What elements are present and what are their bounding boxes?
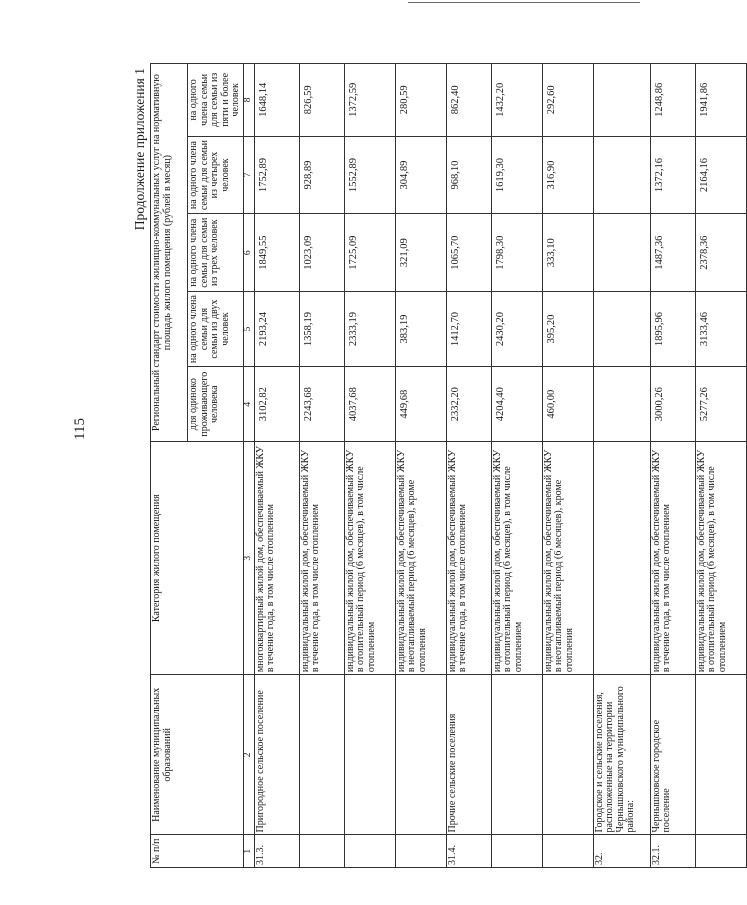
standards-table <box>150 63 747 868</box>
cost-value: 1619,30 <box>491 136 542 214</box>
subheader: на одного члена семьи для семьи из трех человек <box>188 214 244 292</box>
header-row-1 <box>151 64 188 868</box>
row-number: 31.3. <box>254 835 299 868</box>
cost-value: 304,89 <box>395 136 446 214</box>
municipality-name <box>299 675 344 835</box>
housing-category: индивидуальный жилой дом, обеспечиваемый ЖКУ в отопительный период (6 месяцев), в том числе отоплением <box>491 442 542 675</box>
cost-value: 321,09 <box>395 214 446 292</box>
cost-value: 395,20 <box>542 292 593 367</box>
table-row <box>254 64 299 868</box>
col-index: 5 <box>243 292 254 367</box>
housing-category: индивидуальный жилой дом, обеспечиваемый ЖКУ в течение года, в том числе отоплением <box>446 442 491 675</box>
cost-value: 4204,40 <box>491 367 542 442</box>
municipality-name: Прочие сельские поселения <box>446 675 491 835</box>
table-row <box>344 64 395 868</box>
cost-value: 3102,82 <box>254 367 299 442</box>
table-row <box>395 64 446 868</box>
municipality-name <box>344 675 395 835</box>
cost-value: 1412,70 <box>446 292 491 367</box>
cost-value: 1023,09 <box>299 214 344 292</box>
row-number <box>491 835 542 868</box>
cost-value: 460,00 <box>542 367 593 442</box>
continuation-title: Продолжение приложения 1 <box>132 68 147 231</box>
cost-value: 1065,70 <box>446 214 491 292</box>
cost-value: 1725,09 <box>344 214 395 292</box>
municipality-name: Пригородное сельское поселение <box>254 675 299 835</box>
cost-value <box>593 214 650 292</box>
housing-category: индивидуальный жилой дом, обеспечиваемый ЖКУ в течение года, в том числе отоплением <box>299 442 344 675</box>
cost-value: 4037,68 <box>344 367 395 442</box>
municipality-name: Чернышковское городское поселение <box>650 675 695 835</box>
cost-value: 383,19 <box>395 292 446 367</box>
cost-value: 292,60 <box>542 64 593 137</box>
row-number <box>542 835 593 868</box>
table-row <box>446 64 491 868</box>
cost-value: 968,10 <box>446 136 491 214</box>
column-index-row <box>243 64 254 868</box>
cost-value: 3000,26 <box>650 367 695 442</box>
subheader: на одного члена семьи для семьи из четырех человек <box>188 136 244 214</box>
col-index: 2 <box>243 675 254 835</box>
housing-category: индивидуальный жилой дом, обеспечиваемый ЖКУ в отопительный период (6 месяцев), в том числе отоплением <box>344 442 395 675</box>
cost-value: 2164,16 <box>695 136 746 214</box>
col-index: 1 <box>243 835 254 868</box>
col-index: 6 <box>243 214 254 292</box>
cost-value: 3133,46 <box>695 292 746 367</box>
cost-value: 1552,89 <box>344 136 395 214</box>
housing-category: индивидуальный жилой дом, обеспечиваемый ЖКУ в отопительный период (6 месяцев), в том числе отоплением <box>695 442 746 675</box>
table-row <box>542 64 593 868</box>
cost-value: 1432,20 <box>491 64 542 137</box>
cost-value: 862,40 <box>446 64 491 137</box>
cost-value: 2430,20 <box>491 292 542 367</box>
subheader: на одного члена семьи для семьи из пяти и более человек <box>188 64 244 137</box>
municipality-name <box>542 675 593 835</box>
housing-category <box>593 442 650 675</box>
housing-category: индивидуальный жилой дом, обеспечиваемый ЖКУ в неотапливаемый период (6 месяцев), кроме отопления <box>542 442 593 675</box>
cost-value: 2243,68 <box>299 367 344 442</box>
cost-value: 1487,36 <box>650 214 695 292</box>
row-number <box>344 835 395 868</box>
cost-value: 449,68 <box>395 367 446 442</box>
table-row <box>650 64 695 868</box>
col-index: 8 <box>243 64 254 137</box>
cost-value: 928,89 <box>299 136 344 214</box>
table-row <box>299 64 344 868</box>
cost-value: 316,90 <box>542 136 593 214</box>
row-number: 32. <box>593 835 650 868</box>
cost-value: 1941,86 <box>695 64 746 137</box>
cost-value: 2333,19 <box>344 292 395 367</box>
col-index: 3 <box>243 442 254 675</box>
table-row <box>593 64 650 868</box>
row-number <box>395 835 446 868</box>
cost-value <box>593 64 650 137</box>
cost-value: 5277,26 <box>695 367 746 442</box>
housing-category: индивидуальный жилой дом, обеспечиваемый ЖКУ в течение года, в том числе отоплением <box>650 442 695 675</box>
municipality-name <box>695 675 746 835</box>
row-number: 31.4. <box>446 835 491 868</box>
cost-value: 333,10 <box>542 214 593 292</box>
table-row <box>491 64 542 868</box>
cost-value: 1248,86 <box>650 64 695 137</box>
subheader: для одиноко проживающего человека <box>188 367 244 442</box>
municipality-name <box>395 675 446 835</box>
col-index: 7 <box>243 136 254 214</box>
cost-value: 2378,36 <box>695 214 746 292</box>
cost-value: 1752,89 <box>254 136 299 214</box>
cost-value: 280,59 <box>395 64 446 137</box>
table-stage <box>132 68 728 868</box>
row-number <box>695 835 746 868</box>
cost-value: 1358,19 <box>299 292 344 367</box>
cost-value <box>593 367 650 442</box>
cost-value: 2332,20 <box>446 367 491 442</box>
municipality-name <box>491 675 542 835</box>
header-category: Категория жилого помещения <box>151 442 244 675</box>
cost-value: 1372,59 <box>344 64 395 137</box>
cost-value: 2193,24 <box>254 292 299 367</box>
page-number: 115 <box>72 418 88 440</box>
subheader: на одного члена семьи для семьи из двух человек <box>188 292 244 367</box>
cost-value: 1895,96 <box>650 292 695 367</box>
housing-category: многоквартирный жилой дом, обеспечиваемый ЖКУ в течение года, в том числе отоплением <box>254 442 299 675</box>
cost-value <box>593 136 650 214</box>
municipality-name: Городское и сельские поселения, расположенные на территории Чернышковского муниципального района: <box>593 675 650 835</box>
cost-value: 826,59 <box>299 64 344 137</box>
row-number <box>299 835 344 868</box>
top-rule <box>408 2 640 3</box>
cost-value: 1372,16 <box>650 136 695 214</box>
cost-value: 1648,14 <box>254 64 299 137</box>
housing-category: индивидуальный жилой дом, обеспечиваемый ЖКУ в неотапливаемый период (6 месяцев), кроме отопления <box>395 442 446 675</box>
cost-value <box>593 292 650 367</box>
cost-value: 1849,55 <box>254 214 299 292</box>
header-municipality: Наименование муниципальных образований <box>151 675 244 835</box>
table-row <box>695 64 746 868</box>
header-standard: Региональный стандарт стоимости жилищно-коммунальных услуг на нормативную площадь жилого помещения (рублей в месяц) <box>151 64 188 442</box>
row-number: 32.1. <box>650 835 695 868</box>
cost-value: 1798,30 <box>491 214 542 292</box>
col-index: 4 <box>243 367 254 442</box>
header-no: № п/п <box>151 835 244 868</box>
